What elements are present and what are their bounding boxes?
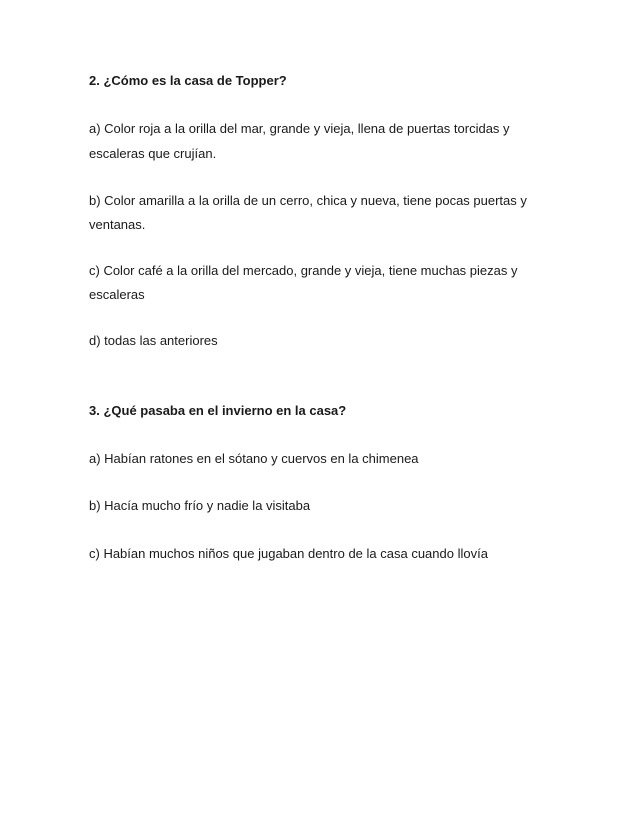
question-3-title: 3. ¿Qué pasaba en el invierno en la casa? bbox=[89, 403, 347, 418]
question-2-option-a-line-2: escaleras que crujían. bbox=[89, 146, 217, 161]
question-2-option-b-line-2: ventanas. bbox=[89, 217, 146, 232]
question-2-option-c-line-2: escaleras bbox=[89, 287, 145, 302]
question-2-option-b-line-1: b) Color amarilla a la orilla de un cerro, chica y nueva, tiene pocas puertas y bbox=[89, 193, 527, 208]
question-3-option-a: a) Habían ratones en el sótano y cuervos en la chimenea bbox=[89, 451, 419, 466]
question-2-option-c-line-1: c) Color café a la orilla del mercado, grande y vieja, tiene muchas piezas y bbox=[89, 263, 518, 278]
question-3-option-c: c) Habían muchos niños que jugaban dentro de la casa cuando llovía bbox=[89, 546, 488, 561]
question-2-title: 2. ¿Cómo es la casa de Topper? bbox=[89, 73, 287, 88]
question-2-option-d: d) todas las anteriores bbox=[89, 333, 218, 348]
question-2-option-a-line-1: a) Color roja a la orilla del mar, grande y vieja, llena de puertas torcidas y bbox=[89, 121, 510, 136]
question-3-option-b: b) Hacía mucho frío y nadie la visitaba bbox=[89, 498, 311, 513]
